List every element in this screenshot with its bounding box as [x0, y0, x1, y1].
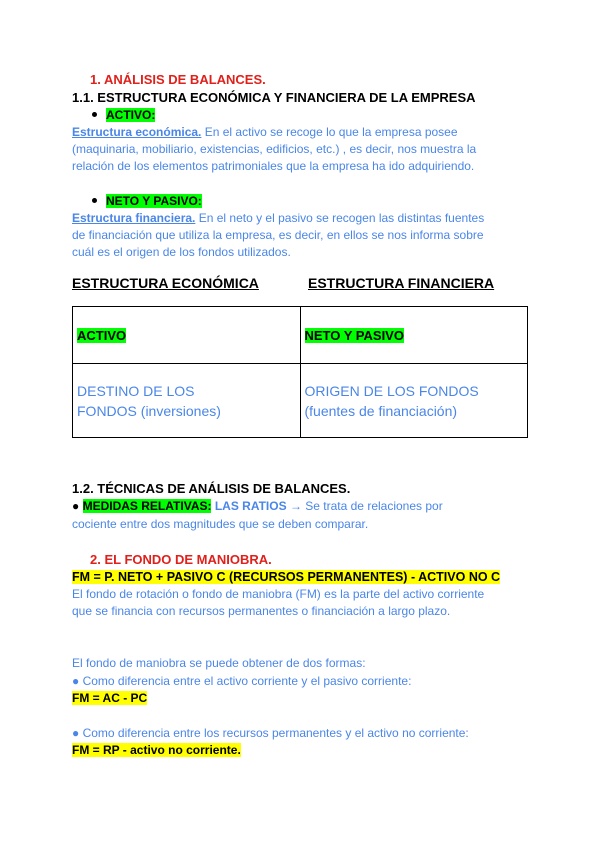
table-cell-origen: [300, 364, 528, 438]
ratios-label: LAS RATIOS: [211, 499, 287, 513]
estructura-economica-line-1: [72, 124, 458, 141]
destino-line-1: DESTINO DE LOS: [77, 382, 195, 399]
medidas-relativas-label: MEDIDAS RELATIVAS:: [82, 499, 212, 513]
subsection-1-2-title: 1.2. TÉCNICAS DE ANÁLISIS DE BALANCES.: [72, 481, 351, 496]
estructura-financiera-text: En el neto y el pasivo se recogen las distintas fuentes: [195, 211, 485, 225]
way-2-text: ● Como diferencia entre los recursos permanentes y el activo no corriente:: [72, 726, 469, 740]
activo-label: ACTIVO:: [106, 108, 156, 122]
heading-estructura-economica: ESTRUCTURA ECONÓMICA: [72, 275, 259, 291]
formula-2: [72, 742, 241, 759]
table-cell-destino: [73, 364, 301, 438]
way-1-text: ● Como diferencia entre el activo corriente y el pasivo corriente:: [72, 674, 412, 688]
estructura-financiera-line-2: de financiación que utiliza la empresa, es decir, en ellos se nos informa sobre: [72, 228, 484, 242]
origen-line-1: ORIGEN DE LOS FONDOS: [304, 382, 479, 399]
neto-pasivo-bullet-item: [92, 193, 202, 210]
bullet-icon: [92, 198, 97, 203]
bullet-icon: ●: [72, 499, 80, 513]
destino-line-2: FONDOS (inversiones): [77, 402, 221, 419]
estructura-financiera-label: Estructura financiera.: [72, 211, 196, 225]
neto-pasivo-label: NETO Y PASIVO:: [106, 194, 202, 208]
activo-bullet-item: [92, 107, 155, 124]
estructura-economica-label: Estructura económica.: [72, 125, 202, 139]
neto-pasivo-cell-label: NETO Y PASIVO: [304, 327, 404, 343]
table-cell-activo: [73, 307, 301, 364]
balance-table: [72, 306, 528, 438]
formula-main: [72, 569, 500, 586]
bullet-icon: [92, 112, 97, 117]
two-ways-intro: El fondo de maniobra se puede obtener de dos formas:: [72, 656, 366, 670]
table-cell-neto-pasivo: [300, 307, 528, 364]
estructura-financiera-line-3: cuál es el origen de los fondos utilizados.: [72, 245, 291, 259]
estructura-economica-line-2: (maquinaria, mobiliario, existencias, edificios, etc.) , es decir, nos muestra la: [72, 142, 477, 156]
formula-main-text: FM = P. NETO + PASIVO C (RECURSOS PERMANENTES) - ACTIVO NO C: [72, 570, 501, 584]
formula-2-text: FM = RP - activo no corriente.: [72, 743, 241, 757]
section-1-title: 1. ANÁLISIS DE BALANCES.: [90, 72, 266, 87]
estructura-economica-text: En el activo se recoge lo que la empresa posee: [201, 125, 458, 139]
medidas-relativas-line-1: [72, 498, 443, 515]
formula-1: [72, 690, 147, 707]
formula-1-text: FM = AC - PC: [72, 691, 148, 705]
table-row: [73, 364, 528, 438]
table-row: [73, 307, 528, 364]
section-2-title: 2. EL FONDO DE MANIOBRA.: [90, 552, 272, 567]
activo-cell-label: ACTIVO: [77, 327, 127, 343]
heading-estructura-financiera: ESTRUCTURA FINANCIERA: [308, 275, 495, 291]
ratios-text: → Se trata de relaciones por: [286, 499, 443, 513]
subsection-1-1-title: 1.1. ESTRUCTURA ECONÓMICA Y FINANCIERA DE LA EMPRESA: [72, 90, 476, 105]
definition-line-2: que se financia con recursos permanentes o financiación a largo plazo.: [72, 604, 451, 618]
definition-line-1: El fondo de rotación o fondo de maniobra (FM) es la parte del activo corriente: [72, 587, 485, 601]
estructura-economica-line-3: relación de los elementos patrimoniales que la empresa ha ido adquiriendo.: [72, 159, 475, 173]
origen-line-2: (fuentes de financiación): [304, 402, 458, 419]
estructura-financiera-line-1: [72, 210, 484, 227]
medidas-relativas-line-2: cociente entre dos magnitudes que se deben comparar.: [72, 517, 369, 531]
